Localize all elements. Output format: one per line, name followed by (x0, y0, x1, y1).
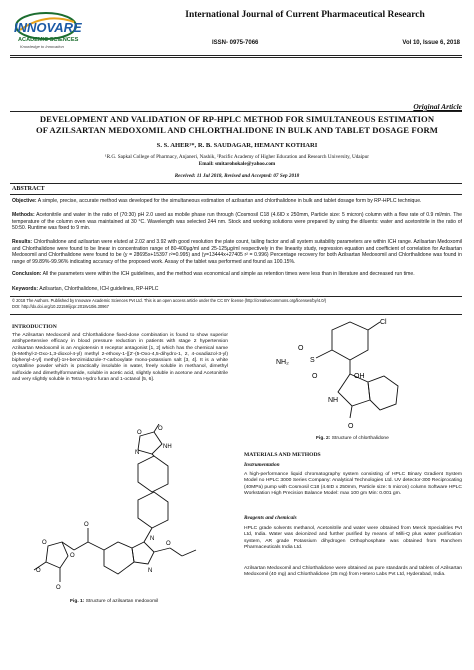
figure-2-caption (316, 436, 389, 441)
logo-main: INNOVARE (14, 20, 82, 35)
copyright-rule (10, 314, 462, 315)
reagents-text: HPLC grade solvents methanol, Acetonitrile and water were obtained from Merck Specialities Pvt Ltd, India. Water was deionized and further purified by means of Milli-Q plus water purification system, AR grade Potassium dihydrogen Orthophosphate was obtained from Ranchem Pharmaceuticals India Ltd. (244, 526, 462, 550)
atom-label: O (56, 585, 61, 591)
doi-link[interactable]: DOI: http://dx.doi.org/10.22159/ijcpr.2018v10i6.30967 (12, 304, 109, 309)
copyright-text: © 2018 The Authors. Published by Innovare Academic Sciences Pvt Ltd. This is an open access article under the CC BY license (http://creativecommons.org/licenses/by/4.0/) (12, 298, 327, 303)
atom-label: O (312, 373, 318, 380)
instrumentation-heading: Instrumentation (244, 462, 280, 468)
email-line: Email: smitarohokale@yahoo.com (198, 161, 276, 167)
abstract-results (12, 239, 462, 265)
header-rule (10, 55, 462, 56)
figure-2-structure (272, 316, 462, 436)
keywords-label: Keywords: (12, 286, 39, 292)
title-line-1: DEVELOPMENT AND VALIDATION OF RP-HPLC METHOD FOR SIMULTANEOUS ESTIMATION (39, 114, 435, 124)
keywords-text: Azilsartan, Chlorthalidone, ICH guidelines, RP-HPLC (39, 286, 159, 292)
logo-tagline: Knowledge to Innovation (20, 44, 64, 49)
figure-1-caption-text: Structure of azilsartan medoxomil (85, 599, 159, 604)
atom-label: NH₂ (276, 359, 289, 366)
logo-sub: ACADEMIC SCIENCES (18, 37, 79, 43)
atom-label: O (166, 541, 171, 547)
objective-text: A simple, precise, accurate method was developed for the simultaneous estimation of azilsartan and chlorthalidone in bulk and tablet dosage form by RP-HPLC technique. (37, 198, 422, 204)
conclusion-text: All the parameters were within the ICH guidelines, and the method was economical and simple as retention times were less than in literature and decreased run time. (42, 271, 415, 277)
results-label: Results: (12, 239, 33, 245)
abstract-objective (12, 198, 462, 205)
results-text: Chlorthalidone and azilsartan were eluted at 2.02 and 3.92 with good resolution the plate count, tailing factor and all system suitability parameters are within ICH range. Azilsartan Medoxomil and Chlorthalidone were found to be linear in concentration range of 80-400µg/ml and 25-125µg/ml respectively in the linearity study, regression equation and coefficient of correlation for Azilsartan Medoxomil and Chlorthalidone were found to be (y = 28695x+15397 r²=0.995) and (y=13444x+27405 r² = 0.996) Percentage recovery for both Azilsartan Medoxomil and Chlorthalidone was found in range of 99.89%-99.96% indicating accuracy of the proposed work. Assay of the tablet was performed and found as 100.15%. (12, 239, 462, 265)
atom-label: NH (328, 397, 339, 404)
intro-text: The Azilsartan Medoxomil and Chlorthalidone fixed-dose combination is found to show superior antihypertensive efficacy in blood pressure reduction in patients with stage 2 hypertension Azilsartan Medoxomil is an Angiotensin II receptor antagonist [1, 2] which has the chemical name (5-Methyl-2-Oxo-1,3-dioxol-4-yl) methyl 2-ethoxy-1-{[2'-(5-Oxo-4,5-dihydro-1, 2, 4-oxadiazol-3-yl) biphenyl-4-yl] methyl}-1H-benzimidazole-7-carboxylate mono-potassium salt [3, 4]. It is a white crystalline powder which is practically insoluble in water, freely soluble in methanol, dimethyl sulfoxide and dimethylformamide, soluble in acetic acid, slightly soluble in acetone and Acetonitrile and very slightly soluble in Tetra Hydro furan and 1-octanol [5, 6]. (12, 333, 228, 383)
materials-heading: MATERIALS AND METHODS (244, 452, 321, 458)
instrumentation-text: A high-performance liquid chromatography system consisting of HPLC Binary Gradient System Model no HPLC 3000 Series Company: Analytical Technologies Ltd. UV detector-300 Reciprocating (40MPa) pump with Cosmosil C18 (4.6ID x 250mm, Particle size: 5 micron) column Software HPLC Workstation High Precision Balance Model: max 100 gm Min: 0.001 gm. (244, 472, 462, 496)
atom-label: N (135, 450, 140, 456)
methods-label: Methods: (12, 212, 35, 218)
article-type: Original Article (413, 102, 462, 111)
figure-1-caption (70, 599, 158, 604)
standards-text: Azilsartan Medoxomil and Chlorthalidone were obtained as pure standards and tablets of Azilsartan Medoxomil (40 mg) and Chlorthalidone (25 mg) from Hetero Labs Pvt Ltd, Hyderabad, India. (244, 566, 462, 578)
atom-label: O (36, 568, 41, 574)
reagents-heading: Reagents and chemicals (244, 515, 297, 521)
abstract-rule-top (10, 183, 462, 184)
issn: ISSN- 0975-7066 (212, 40, 259, 46)
atom-label: NH (163, 444, 172, 450)
atom-label: O (348, 423, 354, 430)
journal-title: International Journal of Current Pharmaceutical Research (185, 10, 425, 20)
figure-1-structure (22, 424, 222, 594)
atom-label: N (148, 568, 153, 574)
conclusion-label: Conclusion: (12, 271, 42, 277)
copyright-block (12, 298, 462, 310)
received-dates: Received: 11 Jul 2018, Revised and Accepted: 07 Sep 2018 (174, 173, 300, 179)
affiliations (40, 154, 434, 168)
abstract-heading: ABSTRACT (12, 186, 45, 192)
objective-label: Objective: (12, 198, 37, 204)
atom-label: Cl (380, 319, 387, 326)
atom-label: O (42, 540, 47, 546)
title-line-2: OF AZILSARTAN MEDOXOMIL AND CHLORTHALIDONE IN BULK AND TABLET DOSAGE FORM (35, 125, 439, 135)
journal-logo (10, 8, 106, 56)
title-rule (10, 111, 462, 112)
figure-2-caption-text: Structure of chlorthalidone (331, 436, 389, 441)
volume-issue: Vol 10, Issue 6, 2018 (402, 40, 460, 46)
atom-label: O (298, 345, 304, 352)
atom-label: O (137, 430, 142, 436)
affiliation-line: ¹R.G. Sapkal College of Pharmacy, Anjaneri, Nashik, ²Pacific Academy of Higher Education and Research University, Udaipur (105, 154, 369, 160)
authors: S. S. AHER¹*, R. B. SAUDAGAR, HEMANT KOTHARI (156, 142, 318, 149)
atom-label: N (150, 536, 155, 542)
abstract-conclusion (12, 271, 462, 278)
header-rule-2 (10, 57, 462, 58)
figure-2-label: Fig. 2: (316, 436, 331, 441)
methods-text: Acetonitrile and water in the ratio of (70:30) pH 2.0 used as mobile phase run through (Cosmosil C18 (4.6ID x 250mm, Particle size: 5 micron) column with a flow rate of 0.9 ml/min. The temperature of the column oven was maintained at 30 °C. Wavelength was selected 244 nm. Stock and working solutions were prepared by using the diluents: water and acetonitrile in the ratio of 50:50. Runtime was fixed to 9 min. (12, 212, 462, 232)
figure-1-label: Fig. 1: (70, 599, 85, 604)
atom-label: S (310, 357, 315, 364)
atom-label: O (70, 553, 75, 559)
atom-label: O (84, 522, 89, 528)
atom-label: O (158, 426, 163, 432)
atom-label: OH (354, 373, 365, 380)
abstract-rule-bottom (10, 296, 462, 297)
abstract-methods (12, 212, 462, 232)
abstract-rule-under (10, 194, 462, 195)
intro-heading: INTRODUCTION (12, 324, 57, 330)
abstract-keywords (12, 286, 462, 293)
article-title (12, 114, 462, 136)
